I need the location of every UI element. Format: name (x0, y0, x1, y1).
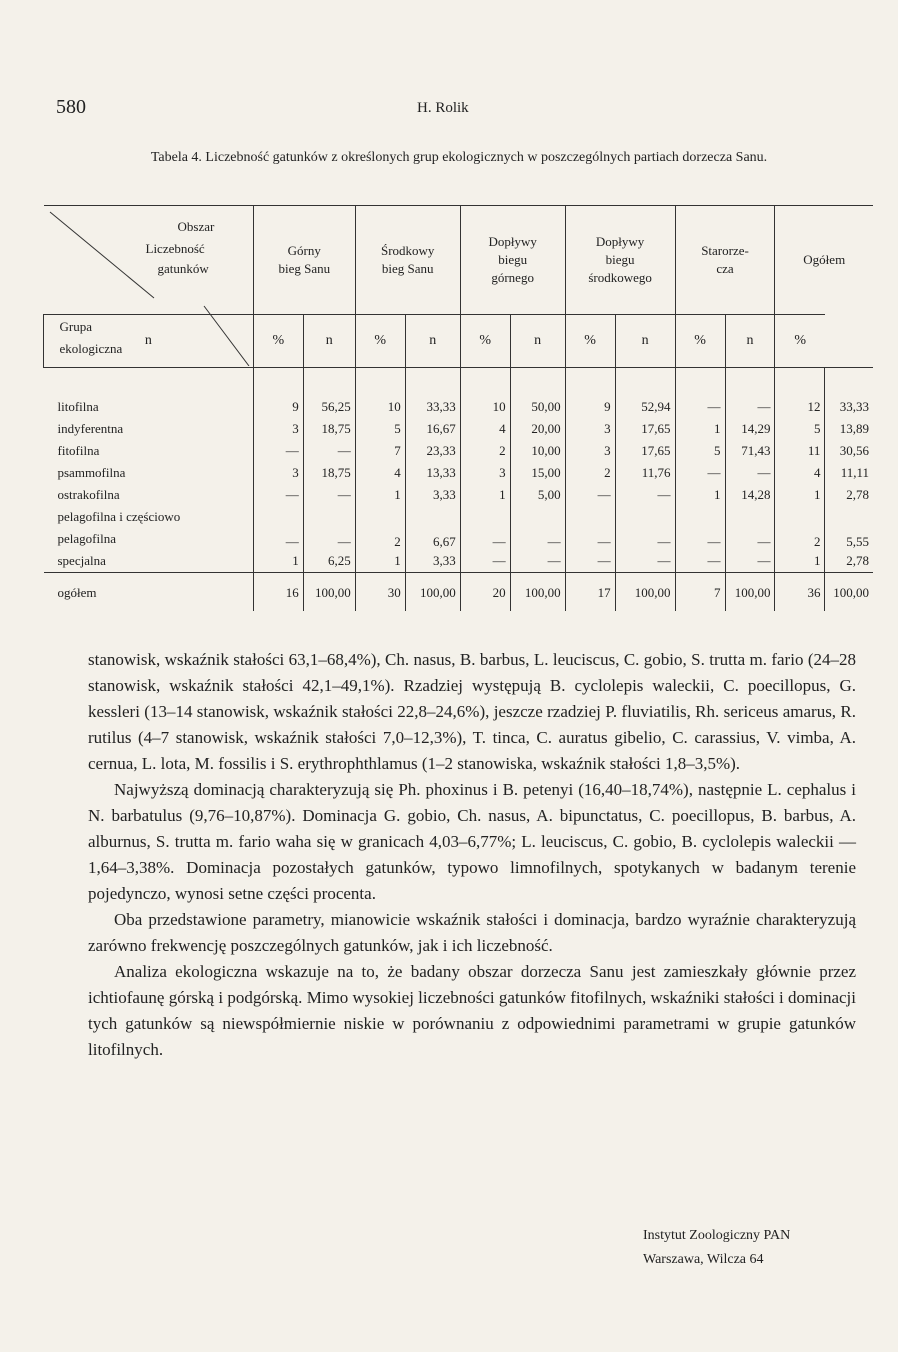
column-header (460, 206, 565, 315)
running-title: H. Rolik (417, 100, 469, 116)
column-header (253, 206, 355, 315)
cell-percent: 17,65 (615, 440, 675, 462)
cell-percent: 33,33 (825, 396, 873, 418)
row-label-text: pelagofilna i częściowo (57, 509, 181, 524)
cell-n: 1 (355, 484, 405, 506)
cell-n: 1 (775, 484, 825, 506)
subheader-percent: % (675, 315, 725, 368)
row-label-text: litofilna (57, 399, 99, 414)
cell-percent: 56,25 (303, 396, 355, 418)
cell-percent: 23,33 (405, 440, 460, 462)
cell-n: 5 (355, 418, 405, 440)
cell-percent: 16,67 (405, 418, 460, 440)
cell-n: 1 (675, 418, 725, 440)
cell-percent: — (510, 550, 565, 573)
cell-n: 16 (253, 585, 303, 611)
table-row (44, 506, 874, 550)
subheader-percent: % (253, 315, 303, 368)
row-label (44, 440, 254, 462)
cell-n: 2 (565, 462, 615, 484)
row-label (44, 550, 254, 573)
corner-liczebnosc: Liczebność (145, 241, 205, 256)
cell-percent: 14,29 (725, 418, 775, 440)
cell-n: — (675, 506, 725, 550)
cell-n: 1 (775, 550, 825, 573)
cell-n: 3 (565, 440, 615, 462)
cell-percent: 3,33 (405, 550, 460, 573)
table-row (44, 550, 874, 573)
column-header-line: bieg Sanu (381, 261, 434, 276)
affiliation-address: Warszawa, Wilcza 64 (643, 1252, 764, 1267)
cell-percent: — (725, 550, 775, 573)
row-label (44, 396, 254, 418)
table-row (44, 440, 874, 462)
cell-n: 1 (675, 484, 725, 506)
ecology-table (43, 205, 873, 611)
row-label-text: psammofilna (57, 465, 126, 480)
corner-obszar: Obszar (177, 219, 215, 234)
table-row (44, 484, 874, 506)
affiliation-institute: Instytut Zoologiczny PAN (643, 1228, 791, 1243)
cell-n: 1 (460, 484, 510, 506)
subheader-percent: % (355, 315, 405, 368)
cell-n: 7 (675, 585, 725, 611)
cell-percent: 3,33 (405, 484, 460, 506)
cell-percent: — (725, 462, 775, 484)
row-label (44, 585, 254, 611)
cell-n: 4 (355, 462, 405, 484)
cell-percent: 14,28 (725, 484, 775, 506)
column-header (775, 206, 873, 315)
cell-percent: 2,78 (825, 550, 873, 573)
cell-n: 3 (253, 462, 303, 484)
row-label-text: specjalna (57, 553, 106, 568)
cell-n: — (565, 484, 615, 506)
cell-percent: 15,00 (510, 462, 565, 484)
subheader-percent: % (460, 315, 510, 368)
cell-n: 12 (775, 396, 825, 418)
cell-n: 11 (775, 440, 825, 462)
cell-n: 4 (460, 418, 510, 440)
table-row (44, 396, 874, 418)
subheader-n: n (510, 315, 565, 368)
paragraph-2: Najwyższą dominacją charakteryzują się Ph. phoxinus i B. petenyi (16,40–18,74%), następnie L. cephalus i N. barbatulus (9,76–10,87%). Dominacja G. gobio, Ch. nasus, A. bipunctatus, C. poecillopus, B. barbus, A. alburnus, S. trutta m. fario waha się w granicach 4,03–6,77%; L. leuciscus, C. gobio, B. cyclolepis waleckii — 1,64–3,38%. Dominacja pozostałych gatunków, typowo limnofilnych, spotykanych w badanym terenie pojedynczo, wynosi setne części procenta. (88, 780, 856, 903)
cell-n: 2 (775, 506, 825, 550)
cell-n: 10 (355, 396, 405, 418)
cell-percent: — (725, 506, 775, 550)
row-label-text: indyferentna (57, 421, 124, 436)
column-header-line: bieg Sanu (278, 261, 331, 276)
body-text (88, 647, 856, 1063)
cell-percent: 5,00 (510, 484, 565, 506)
column-header (355, 206, 460, 315)
column-header-line: biegu (498, 252, 528, 267)
subheader-percent: % (775, 315, 825, 368)
subheader-n: n (44, 315, 254, 368)
cell-n: — (460, 506, 510, 550)
column-header-line: Ogółem (803, 252, 846, 267)
cell-n: 5 (675, 440, 725, 462)
column-header-line: górnego (491, 270, 534, 285)
corner-grupa: Grupa (59, 319, 92, 334)
cell-n: — (565, 506, 615, 550)
cell-percent: 100,00 (303, 585, 355, 611)
table-row (44, 462, 874, 484)
corner-ekologiczna: ekologiczna (59, 341, 123, 356)
cell-n: 1 (253, 550, 303, 573)
paragraph-1: stanowisk, wskaźnik stałości 63,1–68,4%), Ch. nasus, B. barbus, L. leuciscus, C. gobio, S. trutta m. fario (24–28 stanowisk, wskaźnik stałości 42,1–49,1%). Rzadziej występują B. cyclolepis waleckii, C. poecillopus, G. kessleri (13–14 stanowisk, wskaźnik stałości 22,8–24,6%), jeszcze rzadziej P. fluviatilis, Rh. sericeus amarus, R. rutilus (4–7 stanowisk, wskaźnik stałości 7,0–12,3%), T. tinca, C. auratus gibelio, C. carassius, V. vimba, A. cernua, L. lota, M. fossilis i S. erythrophthlamus (1–2 stanowiska, wskaźnik stałości 1,8–3,5%). (88, 650, 856, 773)
cell-n: 2 (460, 440, 510, 462)
cell-percent: — (510, 506, 565, 550)
cell-percent: 18,75 (303, 462, 355, 484)
row-label (44, 484, 254, 506)
cell-n: 7 (355, 440, 405, 462)
row-label-text-2: pelagofilna (57, 531, 116, 546)
cell-percent: 10,00 (510, 440, 565, 462)
column-header-line: środkowego (588, 270, 652, 285)
affiliation (643, 1224, 790, 1272)
cell-n: 9 (565, 396, 615, 418)
cell-n: 10 (460, 396, 510, 418)
row-label (44, 506, 254, 550)
row-label-text: ostrakofilna (57, 487, 120, 502)
cell-n: — (460, 550, 510, 573)
cell-n: — (253, 484, 303, 506)
cell-percent: 11,11 (825, 462, 873, 484)
corner-gatunkow: gatunków (157, 261, 209, 276)
subheader-n: n (725, 315, 775, 368)
column-header-line: Dopływy (595, 234, 645, 249)
cell-n: 2 (355, 506, 405, 550)
row-label-text: fitofilna (57, 443, 100, 458)
cell-n: — (253, 506, 303, 550)
cell-n: 30 (355, 585, 405, 611)
row-label-text: ogółem (57, 585, 97, 600)
cell-percent: 6,25 (303, 550, 355, 573)
column-header (675, 206, 775, 315)
column-header (565, 206, 675, 315)
cell-percent: 20,00 (510, 418, 565, 440)
cell-percent: 6,67 (405, 506, 460, 550)
table-caption: Tabela 4. Liczebność gatunków z określonych grup ekologicznych w poszczególnych partiach dorzecza Sanu. (150, 150, 768, 165)
cell-percent: 17,65 (615, 418, 675, 440)
cell-n: 20 (460, 585, 510, 611)
cell-percent: — (303, 440, 355, 462)
paragraph-4: Analiza ekologiczna wskazuje na to, że badany obszar dorzecza Sanu jest zamieszkały głównie przez ichtiofaunę górską i podgórską. Mimo wysokiej liczebności gatunków fitofilnych, wskaźniki stałości i dominacji tych gatunków są niewspółmiernie niskie w porównaniu z odpowiednimi parametrami w grupie gatunków litofilnych. (88, 962, 856, 1059)
column-header-line: cza (716, 261, 734, 276)
cell-percent: — (615, 506, 675, 550)
cell-percent: 52,94 (615, 396, 675, 418)
subheader-n: n (615, 315, 675, 368)
cell-percent: 30,56 (825, 440, 873, 462)
cell-n: 36 (775, 585, 825, 611)
cell-percent: 18,75 (303, 418, 355, 440)
cell-percent: 13,89 (825, 418, 873, 440)
column-header-line: Dopływy (488, 234, 537, 249)
cell-n: 17 (565, 585, 615, 611)
cell-n: — (565, 550, 615, 573)
cell-n: 3 (253, 418, 303, 440)
cell-percent: — (303, 484, 355, 506)
cell-n: 9 (253, 396, 303, 418)
column-header-line: Starorze- (701, 243, 749, 258)
cell-percent: 5,55 (825, 506, 873, 550)
paragraph-3: Oba przedstawione parametry, mianowicie wskaźnik stałości i dominacja, bardzo wyraźnie charakteryzują zarówno frekwencję poszczególnych gatunków, jak i ich liczebność. (88, 910, 856, 955)
cell-n: — (675, 462, 725, 484)
column-header-line: biegu (605, 252, 635, 267)
cell-n: 3 (460, 462, 510, 484)
column-header-line: Górny (287, 243, 321, 258)
cell-percent: 100,00 (510, 585, 565, 611)
cell-percent: 71,43 (725, 440, 775, 462)
cell-percent: 33,33 (405, 396, 460, 418)
cell-n: 4 (775, 462, 825, 484)
table-total-row (44, 585, 874, 611)
cell-percent: 50,00 (510, 396, 565, 418)
cell-percent: — (303, 506, 355, 550)
cell-n: — (253, 440, 303, 462)
subheader-percent: % (565, 315, 615, 368)
cell-n: 1 (355, 550, 405, 573)
subheader-n: n (405, 315, 460, 368)
table-row (44, 418, 874, 440)
cell-percent: 11,76 (615, 462, 675, 484)
cell-n: 5 (775, 418, 825, 440)
subheader-n: n (303, 315, 355, 368)
cell-n: 3 (565, 418, 615, 440)
cell-n: — (675, 396, 725, 418)
cell-percent: 2,78 (825, 484, 873, 506)
cell-n: — (675, 550, 725, 573)
row-label (44, 462, 254, 484)
cell-percent: — (615, 484, 675, 506)
table-corner-header (44, 206, 254, 356)
cell-percent: 100,00 (615, 585, 675, 611)
cell-percent: — (615, 550, 675, 573)
row-label (44, 418, 254, 440)
page-number: 580 (56, 96, 86, 118)
cell-percent: 13,33 (405, 462, 460, 484)
cell-percent: 100,00 (825, 585, 873, 611)
cell-percent: 100,00 (725, 585, 775, 611)
column-header-line: Środkowy (380, 243, 435, 258)
cell-percent: — (725, 396, 775, 418)
cell-percent: 100,00 (405, 585, 460, 611)
